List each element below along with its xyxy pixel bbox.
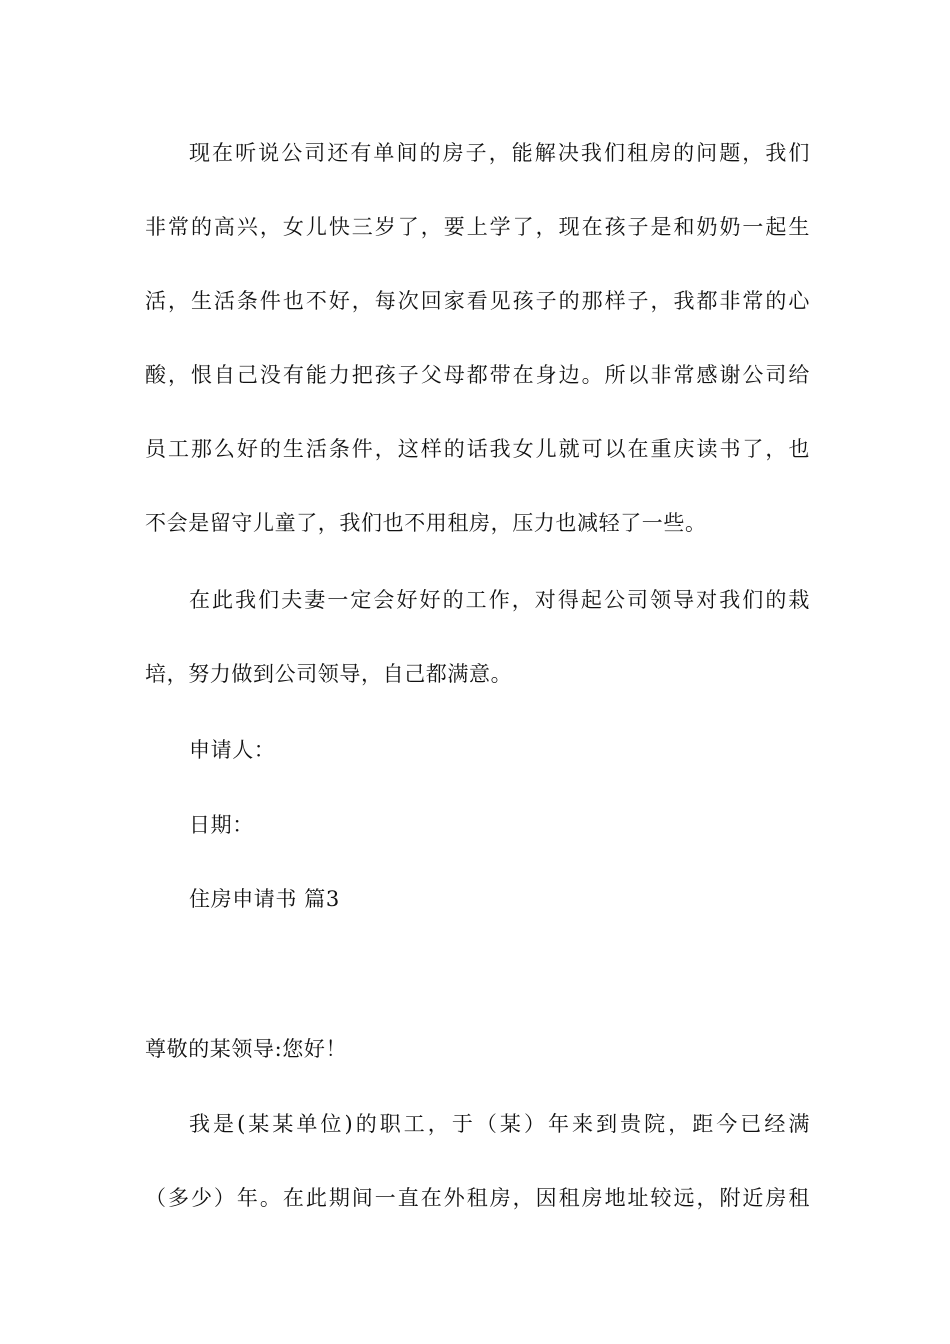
paragraph-2-line-1: 在此我们夫妻一定会好好的工作，对得起公司领导对我们的栽 bbox=[189, 588, 810, 612]
paragraph-1-line-1: 现在听说公司还有单间的房子，能解决我们租房的问题，我们 bbox=[189, 141, 810, 165]
paragraph-2-line-2: 培，努力做到公司领导，自己都满意。 bbox=[145, 662, 513, 686]
section-title: 住房申请书 篇3 bbox=[189, 887, 340, 911]
paragraph-1-line-5: 员工那么好的生活条件，这样的话我女儿就可以在重庆读书了，也 bbox=[145, 437, 810, 461]
paragraph-1-line-3: 活，生活条件也不好，每次回家看见孩子的那样子，我都非常的心 bbox=[145, 289, 810, 313]
paragraph-3-line-1: 我是(某某单位)的职工，于（某）年来到贵院，距今已经满 bbox=[189, 1112, 810, 1136]
paragraph-3-line-2: （多少）年。在此期间一直在外租房，因租房地址较远，附近房租 bbox=[145, 1186, 810, 1210]
date-label: 日期： bbox=[189, 813, 254, 837]
paragraph-1-line-4: 酸，恨自己没有能力把孩子父母都带在身边。所以非常感谢公司给 bbox=[145, 363, 810, 387]
paragraph-1-line-6: 不会是留守儿童了，我们也不用租房，压力也减轻了一些。 bbox=[145, 511, 707, 535]
salutation: 尊敬的某领导:您好！ bbox=[145, 1037, 348, 1061]
paragraph-1-line-2: 非常的高兴，女儿快三岁了，要上学了，现在孩子是和奶奶一起生 bbox=[145, 215, 810, 239]
applicant-label: 申请人： bbox=[189, 738, 276, 762]
